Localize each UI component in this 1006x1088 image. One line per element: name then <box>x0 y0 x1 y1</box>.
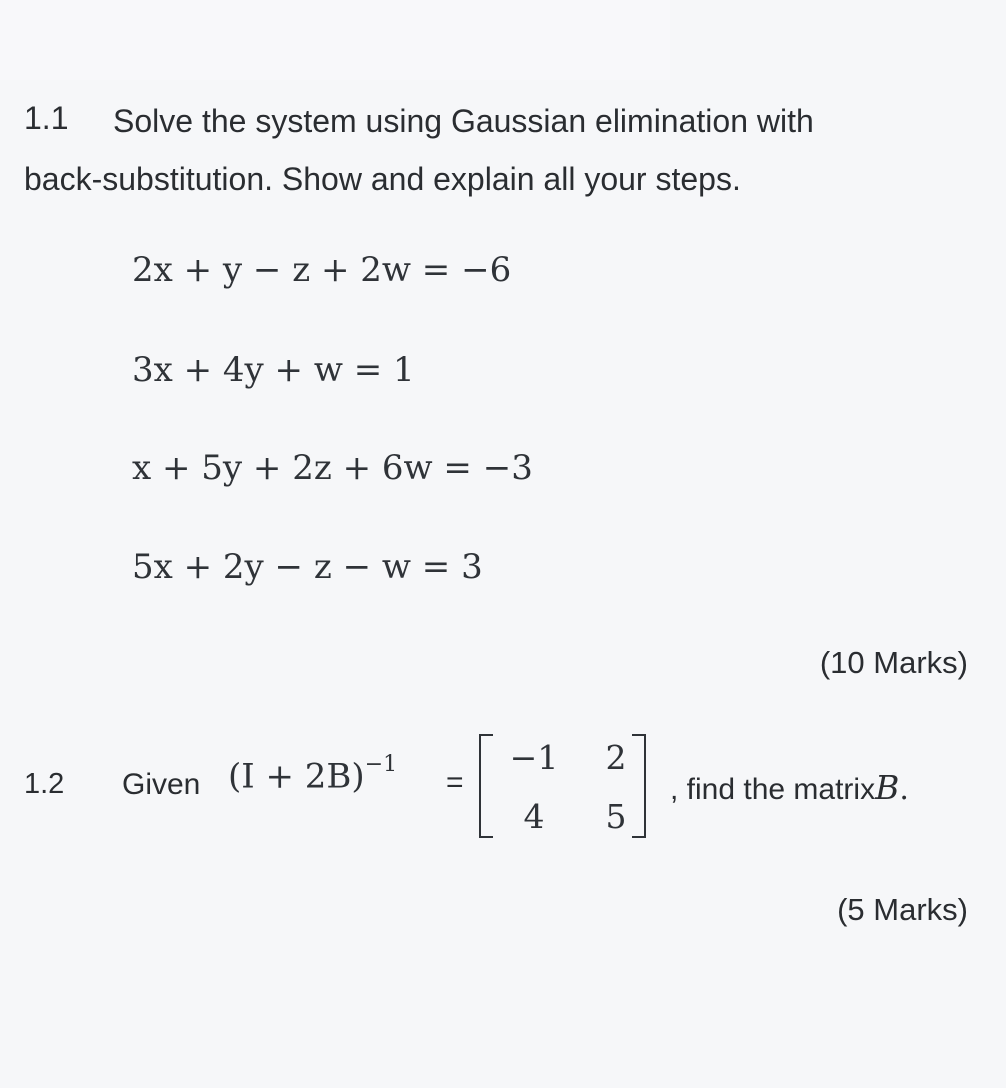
question-1-1-prompt-line-2: back-substitution. Show and explain all your steps. <box>24 161 741 197</box>
question-1-1-number: 1.1 <box>24 100 69 136</box>
question-1-2-find-text <box>670 768 909 807</box>
matrix-cell-r2c2: 5 <box>605 797 627 836</box>
inverse-expression-base: (I + 2B) <box>228 756 365 797</box>
top-band <box>0 0 670 80</box>
find-variable: B <box>875 768 900 807</box>
question-1-1-marks: (10 Marks) <box>819 645 968 680</box>
equation-4: 5x + 2y − z − w = 3 <box>132 547 483 587</box>
inverse-expression <box>228 752 398 797</box>
find-prefix: , find the matrix <box>670 773 876 806</box>
find-suffix: . <box>899 772 909 807</box>
question-1-2-given-label: Given <box>122 768 201 801</box>
equation-3: x + 5y + 2z + 6w = −3 <box>132 448 533 488</box>
equation-1: 2x + y − z + 2w = −6 <box>132 250 512 290</box>
equals-sign: = <box>446 766 464 799</box>
question-1-1-prompt-line-1: Solve the system using Gaussian elimination with <box>113 103 814 139</box>
inverse-exponent: −1 <box>364 752 398 777</box>
question-1-2-marks: (5 Marks) <box>837 892 968 927</box>
matrix-left-bracket <box>479 734 493 838</box>
equation-2: 3x + 4y + w = 1 <box>132 350 415 390</box>
matrix-cell-r2c1: 4 <box>523 797 545 836</box>
matrix-cell-r1c1: −1 <box>509 738 559 777</box>
matrix-cell-r1c2: 2 <box>605 738 627 777</box>
question-1-2-number: 1.2 <box>24 768 65 800</box>
